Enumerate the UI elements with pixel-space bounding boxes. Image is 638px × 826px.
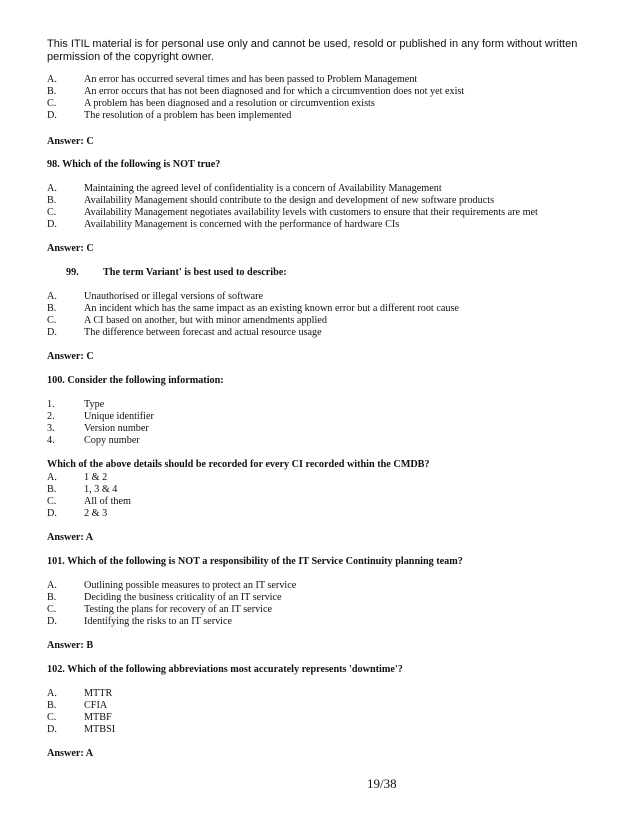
q102-option-d: D. MTBSI <box>47 724 116 735</box>
q98-option-d: D. Availability Management is concerned with the performance of hardware CIs <box>47 219 400 230</box>
q102-option-b: B. CFIA <box>47 700 108 711</box>
q101-question: 101. Which of the following is NOT a responsibility of the IT Service Continuity planning team? <box>47 556 463 567</box>
q102-question: 102. Which of the following abbreviations most accurately represents 'downtime'? <box>47 664 403 675</box>
q99-answer: Answer: C <box>47 351 94 362</box>
q98-question: 98. Which of the following is NOT true? <box>47 159 221 170</box>
q99-question: 99. The term Variant' is best used to describe: <box>66 267 287 278</box>
q99-option-a: A. Unauthorised or illegal versions of software <box>47 291 264 302</box>
q100-item-3: 3. Version number <box>47 423 149 434</box>
q99-option-c: C. A CI based on another, but with minor amendments applied <box>47 315 327 326</box>
q100-option-c: C. All of them <box>47 496 131 507</box>
q100-question: 100. Consider the following information: <box>47 375 224 386</box>
q100-item-2: 2. Unique identifier <box>47 411 154 422</box>
q97-answer: Answer: C <box>47 136 94 147</box>
q100-item-1: 1. Type <box>47 399 105 410</box>
q100-option-d: D. 2 & 3 <box>47 508 108 519</box>
q97-option-a: A. An error has occurred several times and has been passed to Problem Management <box>47 74 418 85</box>
q100-item-4: 4. Copy number <box>47 435 140 446</box>
q101-option-b: B. Deciding the business criticality of an IT service <box>47 592 282 603</box>
q100-answer: Answer: A <box>47 532 94 543</box>
q101-option-d: D. Identifying the risks to an IT service <box>47 616 233 627</box>
q98-answer: Answer: C <box>47 243 94 254</box>
copyright-notice: This ITIL material is for personal use only and cannot be used, resold or published in any form without written permission of the copyright owner. <box>47 38 578 63</box>
q100-option-a: A. 1 & 2 <box>47 472 108 483</box>
q102-option-a: A. MTTR <box>47 688 113 699</box>
q101-option-c: C. Testing the plans for recovery of an IT service <box>47 604 273 615</box>
q100-subquestion: Which of the above details should be recorded for every CI recorded within the CMDB? <box>47 459 430 470</box>
q102-answer: Answer: A <box>47 748 94 759</box>
q98-option-a: A. Maintaining the agreed level of confidentiality is a concern of Availability Management <box>47 183 442 194</box>
q97-option-d: D. The resolution of a problem has been implemented <box>47 110 292 121</box>
q97-option-c: C. A problem has been diagnosed and a resolution or circumvention exists <box>47 98 375 109</box>
q99-option-d: D. The difference between forecast and actual resource usage <box>47 327 322 338</box>
q99-option-b: B. An incident which has the same impact as an existing known error but a different root cause <box>47 303 459 314</box>
q101-answer: Answer: B <box>47 640 94 651</box>
q102-option-c: C. MTBF <box>47 712 112 723</box>
q100-option-b: B. 1, 3 & 4 <box>47 484 118 495</box>
page-number: 19/38 <box>367 776 397 791</box>
q101-option-a: A. Outlining possible measures to protect an IT service <box>47 580 297 591</box>
q98-option-c: C. Availability Management negotiates availability levels with customers to ensure that their requirements are met <box>47 207 538 218</box>
q97-option-b: B. An error occurs that has not been diagnosed and for which a circumvention does not yet exist <box>47 86 465 97</box>
q98-option-b: B. Availability Management should contribute to the design and development of new software products <box>47 195 495 206</box>
